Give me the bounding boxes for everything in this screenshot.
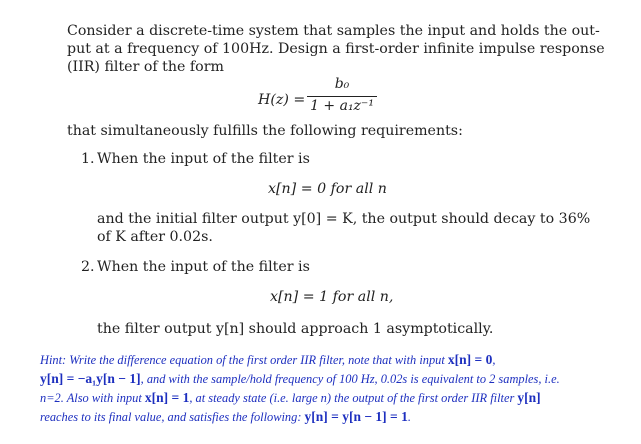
- problem-line-1: Consider a discrete-time system that samples the input and holds the out-: [67, 23, 600, 39]
- transfer-function-numerator: b₀: [334, 76, 350, 92]
- hint-math: y[n] = y[n − 1] = 1: [304, 409, 408, 424]
- hint-line-4: [40, 409, 630, 425]
- problem-line-2: put at a frequency of 100Hz. Design a first-order infinite impulse response: [67, 41, 605, 57]
- hint-math: x[n] = 1: [144, 390, 190, 405]
- requirement-1-number: 1.: [81, 151, 95, 167]
- transfer-function-denominator: 1 + a₁z⁻¹: [310, 98, 374, 114]
- hint-math: y[n] = −a₁y[n − 1]: [40, 371, 141, 386]
- problem-line-4: that simultaneously fulfills the following requirements:: [67, 123, 463, 139]
- hint-text: Hint: Write the difference equation of the first order IIR filter, note that with input: [40, 353, 448, 367]
- hint-line-2: [40, 371, 630, 387]
- requirement-1-line-b: of K after 0.02s.: [97, 229, 213, 245]
- hint-line-1: [40, 352, 630, 368]
- hint-math: x[n] = 0: [447, 352, 493, 367]
- hint-text: , at steady state (i.e. large n) the output of the first order IIR filter: [189, 391, 518, 405]
- hint-text: , and with the sample/hold frequency of 100 Hz, 0.02s is equivalent to 2 samples, i.e.: [140, 372, 560, 386]
- hint-line-3: [40, 390, 630, 406]
- requirement-2-equation: x[n] = 1 for all n,: [270, 289, 394, 305]
- requirement-2-line-a: the filter output y[n] should approach 1 asymptotically.: [97, 321, 494, 337]
- hint-text: n=2. Also with input: [40, 391, 145, 405]
- transfer-function-lhs: H(z) =: [258, 92, 306, 108]
- hint-math: y[n]: [517, 390, 541, 405]
- requirement-2-text: When the input of the filter is: [97, 259, 310, 275]
- requirement-2-number: 2.: [81, 259, 95, 275]
- transfer-function-fraction: [307, 76, 377, 120]
- requirement-1-text: When the input of the filter is: [97, 151, 310, 167]
- requirement-1-line-a: and the initial filter output y[0] = K, the output should decay to 36%: [97, 211, 591, 227]
- hint-text: ,: [492, 353, 496, 367]
- requirement-1-equation: x[n] = 0 for all n: [268, 181, 387, 197]
- problem-line-3: (IIR) filter of the form: [67, 59, 224, 75]
- hint-text: reaches to its final value, and satisfies the following:: [40, 410, 305, 424]
- fraction-bar: [307, 96, 377, 97]
- hint-text: .: [407, 410, 411, 424]
